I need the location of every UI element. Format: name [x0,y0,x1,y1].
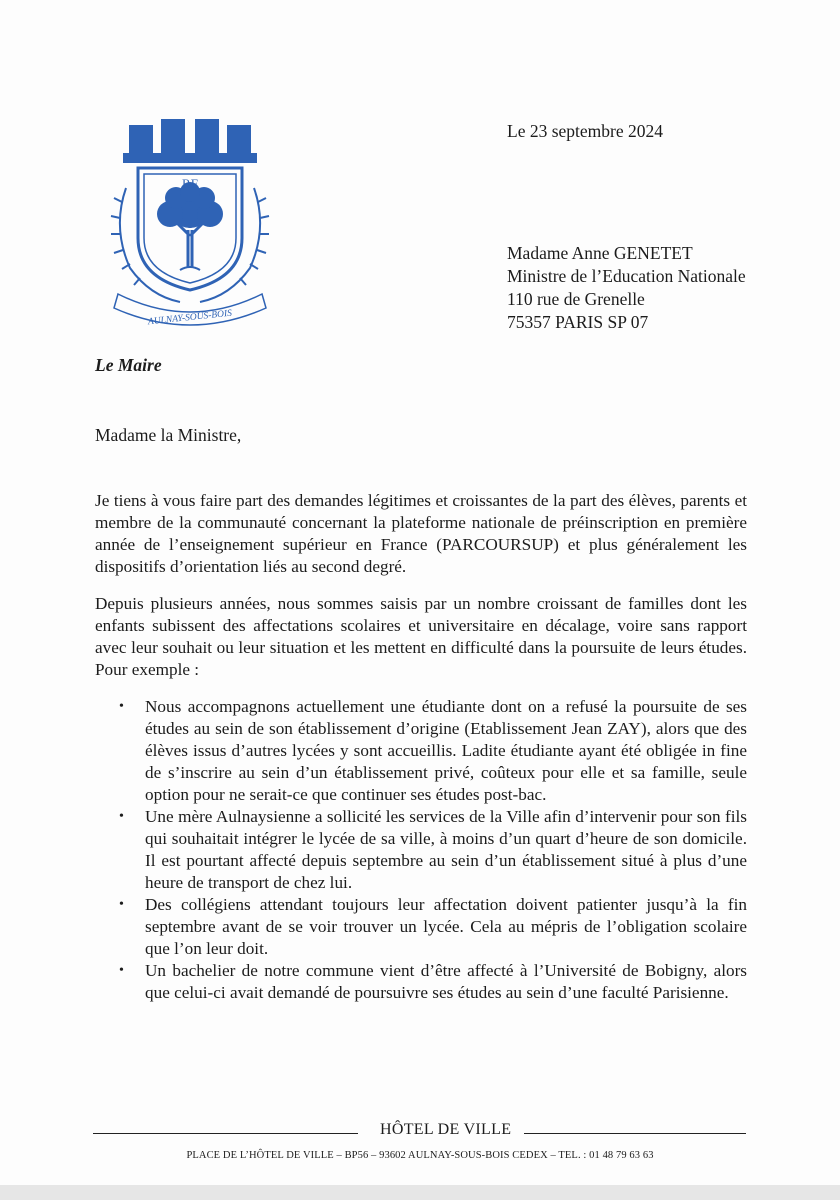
logo-initials: RF [182,176,198,191]
footer-rule-left [93,1133,358,1134]
footer-title: HÔTEL DE VILLE [380,1121,512,1138]
bullet-icon: • [119,809,124,824]
list-item [95,696,747,806]
bullet-icon: • [119,963,124,978]
logo-city-banner: AULNAY-SOUS-BOIS [147,308,233,328]
scan-bottom-edge [0,1185,840,1200]
footer-address: PLACE DE L’HÔTEL DE VILLE – BP56 – 93602 AULNAY-SOUS-BOIS CEDEX – TEL. : 01 48 79 63 63 [186,1150,654,1161]
recipient-address-block [507,242,746,334]
letter-date: Le 23 septembre 2024 [507,121,663,141]
bullet-icon: • [119,699,124,714]
city-coat-of-arms-logo [100,118,280,328]
recipient-city: 75357 PARIS SP 07 [507,312,649,332]
list-item-text: Nous accompagnons actuellement une étudiante dont on a refusé la poursuite de ses études au sein de son établissement d’origine (Etablissement Jean ZAY), alors que des élèves issus d’autres lycées y sont accueillis. Ladite étudiante ayant été obligée in fine de s’inscrire au sein d’un établissement privé, coûteux pour elle et sa famille, seule option pour ne serait-ce que continuer ses études post-bac. [145,697,747,804]
list-item-text: Des collégiens attendant toujours leur affectation doivent patienter jusqu’à la fin septembre avant de se voir trouver un lycée. Cela au mépris de l’obligation scolaire que l’on leur doit. [145,895,747,958]
letter-body [95,490,747,1004]
recipient-name: Madame Anne GENETET [507,243,693,263]
list-item [95,806,747,894]
salutation: Madame la Ministre, [95,425,242,445]
bullet-icon: • [119,897,124,912]
list-item-text: Un bachelier de notre commune vient d’être affecté à l’Université de Bobigny, alors que celui-ci avait demandé de poursuivre ses études au sein d’une faculté Parisienne. [145,961,747,1002]
paragraph: Je tiens à vous faire part des demandes légitimes et croissantes de la part des élèves, parents et membre de la communauté concernant la plateforme nationale de préinscription en première année de l’enseignement supérieur en France (PARCOURSUP) et plus généralement les dispositifs d’orientation liés au second degré. [95,491,747,576]
sender-title: Le Maire [95,355,162,375]
footer-rule-right [524,1133,746,1134]
coat-of-arms-icon [100,118,280,328]
list-item [95,894,747,960]
recipient-street: 110 rue de Grenelle [507,289,645,309]
examples-list [95,696,747,1004]
recipient-title: Ministre de l’Education Nationale [507,266,746,286]
list-item-text: Une mère Aulnaysienne a sollicité les services de la Ville afin d’intervenir pour son fils qui souhaitait intégrer le lycée de sa ville, à moins d’un quart d’heure de son domicile. Il est pourtant affecté depuis septembre au sein d’un établissement situé à plus d’une heure de transport de chez lui. [145,807,747,892]
paragraph: Depuis plusieurs années, nous sommes saisis par un nombre croissant de familles dont les enfants subissent des affectations scolaires et universitaire en décalage, voire sans rapport avec leur souhait ou leur situation et les mettent en difficulté dans la poursuite de leurs études. Pour exemple : [95,594,747,679]
list-item [95,960,747,1004]
